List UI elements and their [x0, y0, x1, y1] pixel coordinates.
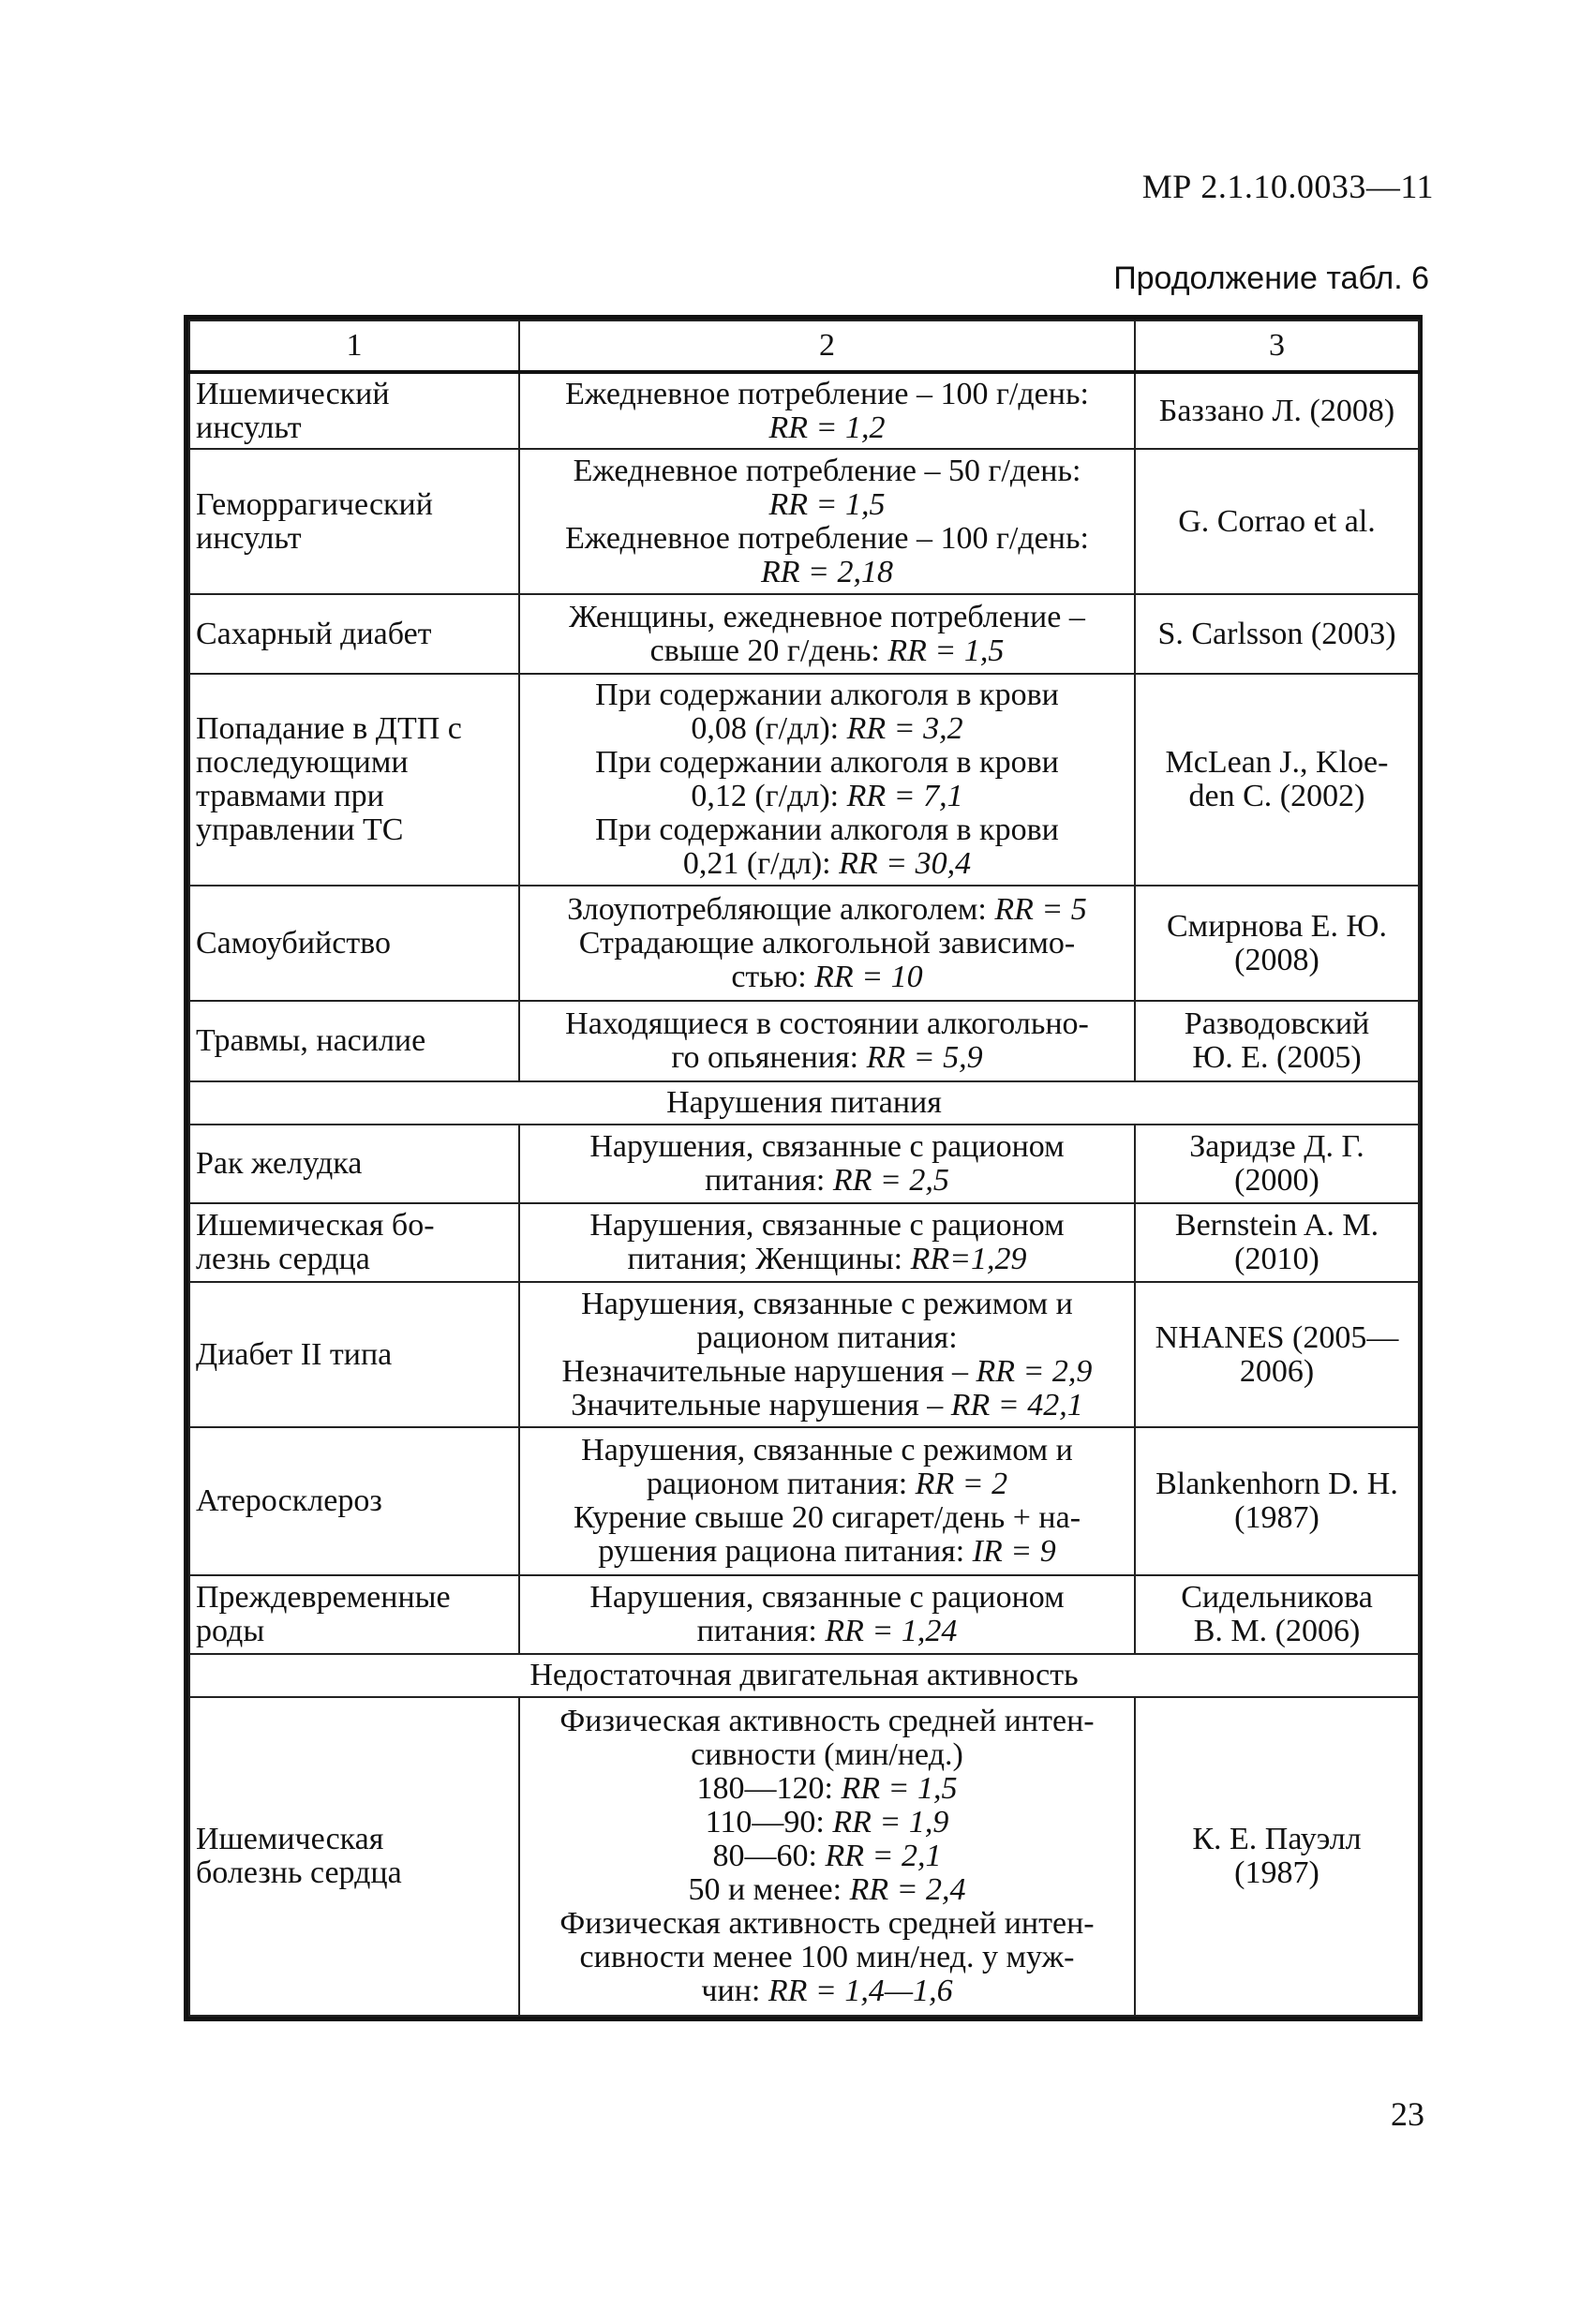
table-row	[189, 1203, 1419, 1282]
description-line: Нарушения, связанные с рационом	[589, 1580, 1065, 1615]
description-line: Курение свыше 20 сигарет/день + на-	[573, 1500, 1081, 1535]
description-line	[526, 411, 1128, 445]
source-line: Смирнова Е. Ю.	[1167, 908, 1387, 944]
section-row	[189, 1654, 1419, 1697]
description-line: стью: RR = 10	[731, 959, 923, 994]
source-cell	[1135, 1427, 1419, 1575]
column-header-3: 3	[1135, 320, 1419, 372]
risk-value: RR = 2	[915, 1467, 1008, 1501]
description-line: питания: RR = 2,5	[705, 1163, 949, 1198]
source-line: G. Corrao et al.	[1178, 503, 1376, 539]
description-line: При содержании алкоголя в крови	[595, 812, 1059, 847]
column-header-2: 2	[519, 320, 1135, 372]
table-row	[189, 674, 1419, 886]
description-line: чин: RR = 1,4—1,6	[701, 1974, 953, 2008]
column-header-1: 1	[189, 320, 519, 372]
condition-line: управлении ТС	[196, 812, 404, 847]
risk-value: RR = 2,5	[832, 1163, 949, 1198]
source-line: den C. (2002)	[1188, 779, 1365, 813]
risk-value: RR = 1,2	[768, 410, 886, 445]
condition-line: Сахарный диабет	[196, 616, 432, 651]
risk-value: RR = 1,5	[768, 486, 886, 522]
description-line: Физическая активность средней интен-	[559, 1704, 1095, 1738]
condition-cell	[189, 1125, 519, 1203]
condition-line: инсульт	[196, 410, 302, 445]
table-row	[189, 1282, 1419, 1427]
description-line: Ежедневное потребление – 100 г/день:	[565, 520, 1089, 556]
condition-line: инсульт	[196, 520, 302, 556]
page-number: 23	[1391, 2095, 1424, 2133]
source-line: Ю. Е. (2005)	[1192, 1040, 1362, 1075]
condition-line: травмами при	[196, 779, 384, 813]
condition-line: лезнь сердца	[196, 1242, 370, 1276]
source-line: (2010)	[1234, 1242, 1319, 1276]
description-line: Нарушения, связанные с рационом	[589, 1208, 1065, 1243]
source-line: NHANES (2005—	[1155, 1319, 1399, 1355]
condition-line: Атеросклероз	[196, 1483, 382, 1518]
risk-description-cell	[519, 1575, 1135, 1654]
condition-cell	[189, 1575, 519, 1654]
condition-cell	[189, 372, 519, 449]
description-line: питания: RR = 1,24	[696, 1614, 958, 1648]
source-line: (2008)	[1234, 942, 1319, 977]
condition-cell	[189, 886, 519, 1001]
risk-description-cell	[519, 594, 1135, 674]
table-caption: Продолжение табл. 6	[1113, 261, 1429, 296]
risk-value: RR = 10	[814, 959, 923, 994]
risk-description-cell	[519, 1125, 1135, 1203]
source-cell	[1135, 886, 1419, 1001]
source-line: (1987)	[1234, 1500, 1319, 1535]
risk-description-cell	[519, 372, 1135, 449]
source-line: S. Carlsson (2003)	[1157, 616, 1396, 651]
section-title: Недостаточная двигательная активность	[189, 1654, 1419, 1697]
source-cell	[1135, 1001, 1419, 1081]
condition-cell	[189, 1203, 519, 1282]
table-row	[189, 1427, 1419, 1575]
section-title: Нарушения питания	[189, 1081, 1419, 1125]
risk-value: RR = 5	[994, 891, 1087, 927]
description-line: Злоупотребляющие алкоголем: RR = 5	[567, 891, 1087, 927]
description-line: Нарушения, связанные с режимом и	[581, 1286, 1073, 1321]
section-row	[189, 1081, 1419, 1125]
description-line: питания; Женщины: RR=1,29	[627, 1242, 1027, 1276]
description-line: 0,21 (г/дл): RR = 30,4	[682, 846, 972, 881]
description-line: Нарушения, связанные с режимом и	[581, 1433, 1073, 1467]
source-line: Сидельникова	[1181, 1580, 1373, 1615]
source-cell	[1135, 1697, 1419, 2016]
source-cell	[1135, 594, 1419, 674]
description-line: Незначительные нарушения – RR = 2,9	[561, 1353, 1093, 1389]
condition-line: последующими	[196, 745, 409, 780]
risk-value: RR = 5,9	[866, 1040, 983, 1075]
table-row	[189, 449, 1419, 594]
source-line: Blankenhorn D. H.	[1155, 1467, 1398, 1501]
document-code: МР 2.1.10.0033—11	[1141, 168, 1434, 205]
condition-line: болезнь сердца	[196, 1855, 402, 1890]
description-line: Находящиеся в состоянии алкогольно-	[565, 1006, 1089, 1041]
description-line: Страдающие алкогольной зависимо-	[578, 925, 1076, 961]
risk-description-cell	[519, 886, 1135, 1001]
condition-line: Попадание в ДТП с	[196, 711, 462, 746]
risk-value: RR = 2,1	[825, 1839, 942, 1873]
risk-description-cell	[519, 449, 1135, 594]
table-row	[189, 1575, 1419, 1654]
description-line: 0,12 (г/дл): RR = 7,1	[691, 779, 963, 813]
description-line: сивности (мин/нед.)	[691, 1737, 963, 1772]
table-row	[189, 1001, 1419, 1081]
condition-line: Ишемическая	[196, 1822, 384, 1856]
source-cell	[1135, 1282, 1419, 1427]
data-table	[184, 315, 1423, 2021]
risk-description-cell	[519, 1203, 1135, 1282]
risk-value: RR = 7,1	[846, 779, 963, 813]
condition-cell	[189, 594, 519, 674]
description-line	[526, 556, 1128, 589]
description-line: Ежедневное потребление – 50 г/день:	[573, 453, 1081, 488]
risk-description-cell	[519, 1001, 1135, 1081]
description-line: рационом питания: RR = 2	[646, 1467, 1008, 1501]
source-line: К. Е. Пауэлл	[1192, 1822, 1362, 1856]
source-cell	[1135, 1575, 1419, 1654]
description-line: Нарушения, связанные с рационом	[589, 1129, 1065, 1164]
risk-value: RR = 1,4—1,6	[768, 1974, 953, 2008]
description-line: Значительные нарушения – RR = 42,1	[571, 1387, 1083, 1423]
description-line: рационом питания:	[696, 1319, 958, 1355]
risk-value: RR = 1,9	[832, 1805, 949, 1840]
condition-cell	[189, 674, 519, 886]
risk-value: IR = 9	[972, 1534, 1056, 1569]
source-line: (2000)	[1234, 1163, 1319, 1198]
risk-value: RR = 2,9	[976, 1353, 1093, 1389]
source-line: В. М. (2006)	[1193, 1614, 1361, 1648]
table-row	[189, 594, 1419, 674]
condition-line: Самоубийство	[196, 925, 392, 961]
description-line: 50 и менее: RR = 2,4	[688, 1872, 966, 1907]
risk-value: RR=1,29	[910, 1242, 1027, 1276]
source-cell	[1135, 372, 1419, 449]
condition-cell	[189, 1697, 519, 2016]
risk-value: RR = 1,5	[887, 633, 1005, 668]
source-cell	[1135, 449, 1419, 594]
description-line	[526, 488, 1128, 522]
condition-line: Преждевременные	[196, 1580, 451, 1615]
description-line: При содержании алкоголя в крови	[595, 745, 1059, 780]
description-line: сивности менее 100 мин/нед. у муж-	[579, 1940, 1075, 1974]
risk-value: RR = 1,24	[825, 1614, 958, 1648]
risk-value: RR = 2,18	[761, 554, 893, 589]
source-line: Разводовский	[1184, 1006, 1370, 1041]
description-line: Женщины, ежедневное потребление –	[569, 599, 1085, 634]
description-line: го опьянения: RR = 5,9	[671, 1040, 983, 1075]
risk-value: RR = 3,2	[846, 711, 963, 746]
risk-value: RR = 30,4	[839, 846, 972, 881]
description-line: 180—120: RR = 1,5	[696, 1771, 958, 1806]
source-line: McLean J., Kloe-	[1165, 745, 1389, 780]
condition-line: Рак желудка	[196, 1146, 363, 1181]
condition-line: Травмы, насилие	[196, 1023, 426, 1058]
table-row	[189, 1125, 1419, 1203]
description-line: 110—90: RR = 1,9	[705, 1805, 949, 1840]
condition-cell	[189, 1001, 519, 1081]
condition-line: Диабет II типа	[196, 1336, 393, 1372]
condition-line: Ишемическая бо-	[196, 1208, 435, 1243]
source-cell	[1135, 674, 1419, 886]
risk-description-cell	[519, 1427, 1135, 1575]
source-cell	[1135, 1125, 1419, 1203]
source-line: Заридзе Д. Г.	[1189, 1129, 1364, 1164]
condition-line: Ишемический	[196, 376, 390, 411]
condition-cell	[189, 449, 519, 594]
table-row	[189, 1697, 1419, 2016]
table-header-row	[189, 320, 1419, 372]
source-line: (1987)	[1234, 1855, 1319, 1890]
source-line: 2006)	[1239, 1353, 1315, 1389]
source-line: Bernstein A. M.	[1174, 1208, 1379, 1243]
description-line: свыше 20 г/день: RR = 1,5	[649, 633, 1005, 668]
risk-description-cell	[519, 674, 1135, 886]
table-row	[189, 886, 1419, 1001]
condition-line: Геморрагический	[196, 486, 433, 522]
source-cell	[1135, 1203, 1419, 1282]
risk-value: RR = 42,1	[950, 1387, 1083, 1423]
condition-line: роды	[196, 1614, 265, 1648]
description-line: рушения рациона питания: IR = 9	[598, 1534, 1056, 1569]
description-line: Физическая активность средней интен-	[559, 1906, 1095, 1941]
table-row	[189, 372, 1419, 449]
risk-value: RR = 1,5	[841, 1771, 958, 1806]
description-line: 0,08 (г/дл): RR = 3,2	[691, 711, 963, 746]
condition-cell	[189, 1282, 519, 1427]
risk-description-cell	[519, 1697, 1135, 2016]
risk-value: RR = 2,4	[849, 1872, 966, 1907]
description-line: Ежедневное потребление – 100 г/день:	[565, 376, 1089, 411]
source-line: Баззано Л. (2008)	[1158, 393, 1395, 428]
condition-cell	[189, 1427, 519, 1575]
description-line: При содержании алкоголя в крови	[595, 678, 1059, 712]
description-line: 80—60: RR = 2,1	[712, 1839, 942, 1873]
risk-description-cell	[519, 1282, 1135, 1427]
